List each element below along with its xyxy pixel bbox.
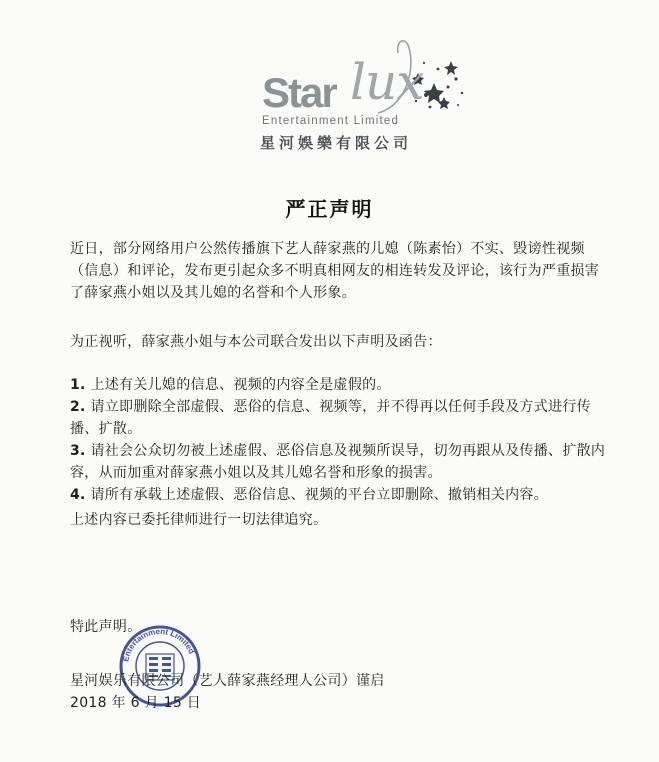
list-item: 3. 请社会公众切勿被上述虚假、恶俗信息及视频所误导，切勿再跟从及传播、扩散内容，从而加重对薛家燕小姐以及其儿媳名誉和形象的损害。 bbox=[70, 443, 606, 481]
document-date: 2018 年 6 月 15 日 bbox=[70, 695, 202, 711]
closing-text: 特此声明。 bbox=[70, 619, 142, 635]
svg-text:Entertainment Limited bbox=[121, 627, 196, 663]
statement-list bbox=[70, 374, 610, 506]
signature-line: 星河娱乐有限公司（艺人薛家燕经理人公司）谨启 bbox=[70, 673, 385, 689]
logo-english-name: Entertainment Limited bbox=[262, 115, 400, 127]
intro-paragraph: 近日，部分网络用户公然传播旗下艺人薛家燕的儿媳（陈素怡）不实、毁谤性视频（信息）和评论，发布更引起众多不明真相网友的相连转发及评论，该行为严重损害了薛家燕小姐以及其儿媳的名誉和个人形象。 bbox=[70, 241, 600, 301]
logo-star-text: Star bbox=[262, 69, 336, 116]
list-item: 2. 请立即删除全部虚假、恶俗的信息、视频等，并不得再以任何手段及方式进行传播、扩散。 bbox=[70, 399, 591, 437]
statement-intro-paragraph: 为正视听，薛家燕小姐与本公司联合发出以下声明及函告： bbox=[70, 334, 442, 350]
logo-chinese-name: 星河娛樂有限公司 bbox=[260, 134, 413, 152]
list-item: 4. 请所有承载上述虚假、恶俗信息、视频的平台立即删除、撤销相关内容。 bbox=[70, 487, 549, 503]
seal-english-text: Entertainment Limited bbox=[121, 626, 197, 663]
logo-lux-text: lux bbox=[350, 53, 424, 111]
company-logo bbox=[258, 35, 468, 160]
list-item: 1. 上述有关儿媳的信息、视频的内容全是虚假的。 bbox=[70, 377, 391, 393]
legal-notice-paragraph: 上述内容已委托律师进行一切法律追究。 bbox=[70, 512, 328, 528]
document-title: 严正声明 bbox=[285, 197, 374, 221]
